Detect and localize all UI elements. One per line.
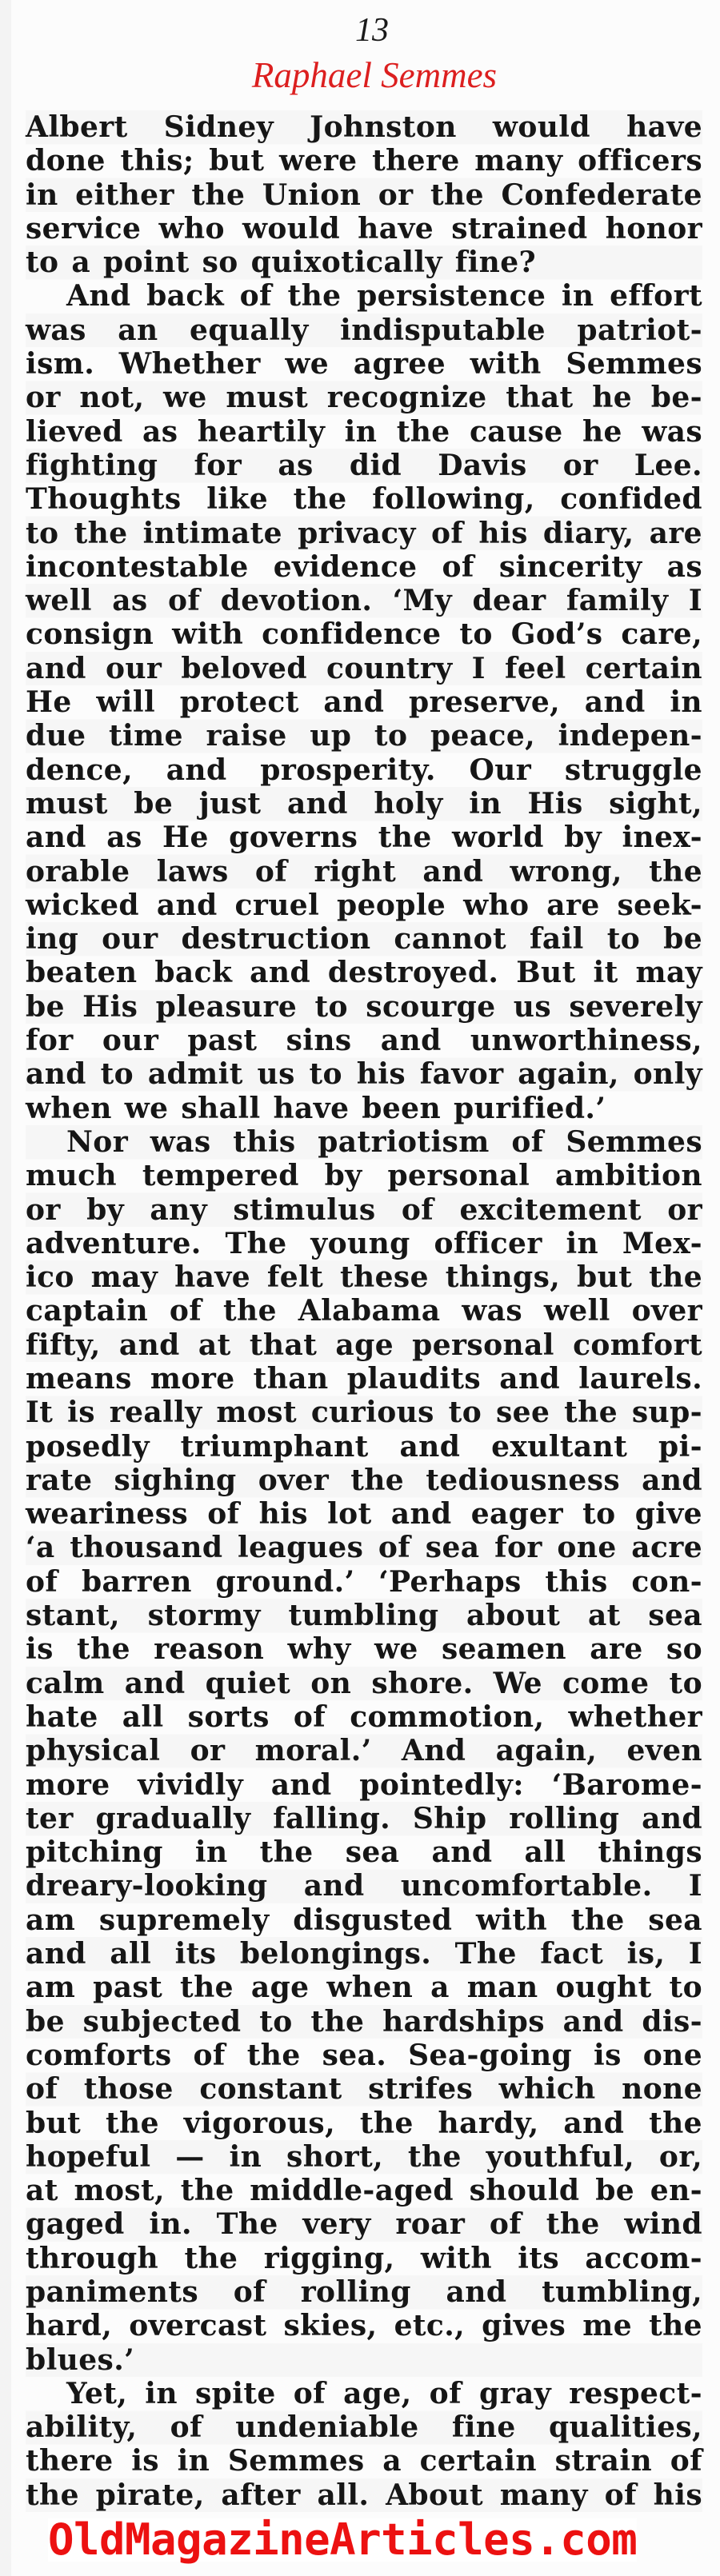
- text-line: more vividly and pointedly: ‘Barome-: [26, 1767, 702, 1802]
- text-line: to a point so quixotically fine?: [26, 246, 537, 280]
- text-line: and as He governs the world by inex-: [26, 821, 702, 855]
- text-line: stant, stormy tumbling about at sea: [26, 1599, 702, 1633]
- text-line: of barren ground.’ ‘Perhaps this con-: [26, 1564, 702, 1599]
- text-line: or not, we must recognize that he be-: [26, 381, 702, 415]
- site-watermark: OldMagazineArticles.com: [48, 2514, 638, 2565]
- text-line: well as of devotion. ‘My dear family I: [26, 584, 702, 618]
- text-line: was an equally indisputable patriot-: [26, 313, 702, 347]
- text-line: the pirate, after all. About many of his: [26, 2478, 702, 2512]
- article-title: Raphael Semmes: [251, 55, 498, 95]
- text-line: rate sighing over the tediousness and: [26, 1463, 702, 1497]
- text-line: is the reason why we seamen are so: [26, 1632, 702, 1667]
- text-line: ism. Whether we agree with Semmes: [26, 347, 702, 381]
- text-line: hard, overcast skies, etc., gives me the: [26, 2309, 702, 2343]
- text-line: am supremely disgusted with the sea: [26, 1903, 702, 1937]
- text-line: Yet, in spite of age, of gray respect-: [66, 2376, 702, 2410]
- text-line: comforts of the sea. Sea-going is one: [26, 2038, 702, 2072]
- text-line: due time raise up to peace, indepen-: [26, 719, 702, 753]
- text-line: incontestable evidence of sincerity as: [26, 549, 702, 584]
- text-line: through the rigging, with its accom-: [26, 2241, 702, 2275]
- text-line: lieved as heartily in the cause he was: [26, 414, 702, 449]
- text-line: He will protect and preserve, and in: [26, 685, 702, 720]
- text-line: and to admit us to his favor again, only: [26, 1057, 702, 1092]
- text-line: Albert Sidney Johnston would have: [26, 110, 702, 144]
- text-line: hate all sorts of commotion, whether: [26, 1699, 702, 1734]
- text-line: Thoughts like the following, confided: [26, 482, 702, 517]
- text-line: and our beloved country I feel certain: [26, 651, 702, 685]
- text-line: dence, and prosperity. Our struggle: [26, 753, 702, 787]
- text-line: calm and quiet on shore. We come to: [26, 1666, 702, 1700]
- text-line: means more than plaudits and laurels.: [26, 1361, 702, 1396]
- text-line: It is really most curious to see the sup-: [26, 1396, 702, 1430]
- text-line: and all its belongings. The fact is, I: [26, 1937, 702, 1971]
- text-line: at most, the middle-aged should be en-: [26, 2174, 702, 2208]
- text-line: but the vigorous, the hardy, and the: [26, 2106, 702, 2140]
- text-line: service who would have strained honor: [26, 211, 702, 246]
- text-line: pitching in the sea and all things: [26, 1835, 702, 1870]
- text-line: or by any stimulus of excitement or: [26, 1192, 702, 1227]
- text-line: orable laws of right and wrong, the: [26, 854, 702, 889]
- text-line: be subjected to the hardships and dis-: [26, 2004, 702, 2039]
- page-number: 13: [355, 12, 389, 49]
- text-line: weariness of his lot and eager to give: [26, 1497, 702, 1532]
- text-line: in either the Union or the Confederate: [26, 178, 702, 212]
- text-line: for our past sins and unworthiness,: [26, 1024, 702, 1058]
- text-line: must be just and holy in His sight,: [26, 786, 702, 821]
- text-line: ter gradually falling. Ship rolling and: [26, 1801, 702, 1835]
- text-line: wicked and cruel people who are seek-: [26, 888, 702, 922]
- text-line: ability, of undeniable fine qualities,: [26, 2410, 702, 2445]
- text-line: when we shall have been purified.’: [26, 1091, 606, 1125]
- text-line: paniments of rolling and tumbling,: [26, 2275, 702, 2309]
- text-line: am past the age when a man ought to: [26, 1971, 702, 2005]
- text-line: Nor was this patriotism of Semmes: [66, 1124, 702, 1159]
- text-line: there is in Semmes a certain strain of: [26, 2444, 702, 2478]
- text-line: And back of the persistence in effort: [66, 279, 702, 314]
- text-line: adventure. The young officer in Mex-: [26, 1226, 702, 1260]
- text-line: done this; but were there many officers: [26, 144, 702, 178]
- text-line: captain of the Alabama was well over: [26, 1294, 702, 1328]
- scan-edge-shading: [0, 0, 11, 2576]
- text-line: to the intimate privacy of his diary, are: [26, 516, 702, 550]
- text-line: ing our destruction cannot fail to be: [26, 922, 702, 957]
- text-line: posedly triumphant and exultant pi-: [26, 1429, 702, 1464]
- text-line: ico may have felt these things, but the: [26, 1260, 702, 1295]
- text-line: consign with confidence to God’s care,: [26, 617, 702, 652]
- text-line: gaged in. The very roar of the wind: [26, 2207, 702, 2242]
- text-line: much tempered by personal ambition: [26, 1159, 702, 1193]
- text-line: fifty, and at that age personal comfort: [26, 1328, 702, 1362]
- text-line: fighting for as did Davis or Lee.: [26, 448, 702, 482]
- article-body: [26, 110, 702, 2512]
- text-line: ‘a thousand leagues of sea for one acre: [26, 1531, 702, 1565]
- text-line: physical or moral.’ And again, even: [26, 1734, 702, 1768]
- text-line: of those constant strifes which none: [26, 2072, 702, 2107]
- text-line: beaten back and destroyed. But it may: [26, 956, 702, 990]
- text-line: be His pleasure to scourge us severely: [26, 989, 702, 1024]
- text-line: blues.’: [26, 2342, 135, 2377]
- text-line: dreary-looking and uncomfortable. I: [26, 1869, 702, 1903]
- text-line: hopeful — in short, the youthful, or,: [26, 2139, 702, 2174]
